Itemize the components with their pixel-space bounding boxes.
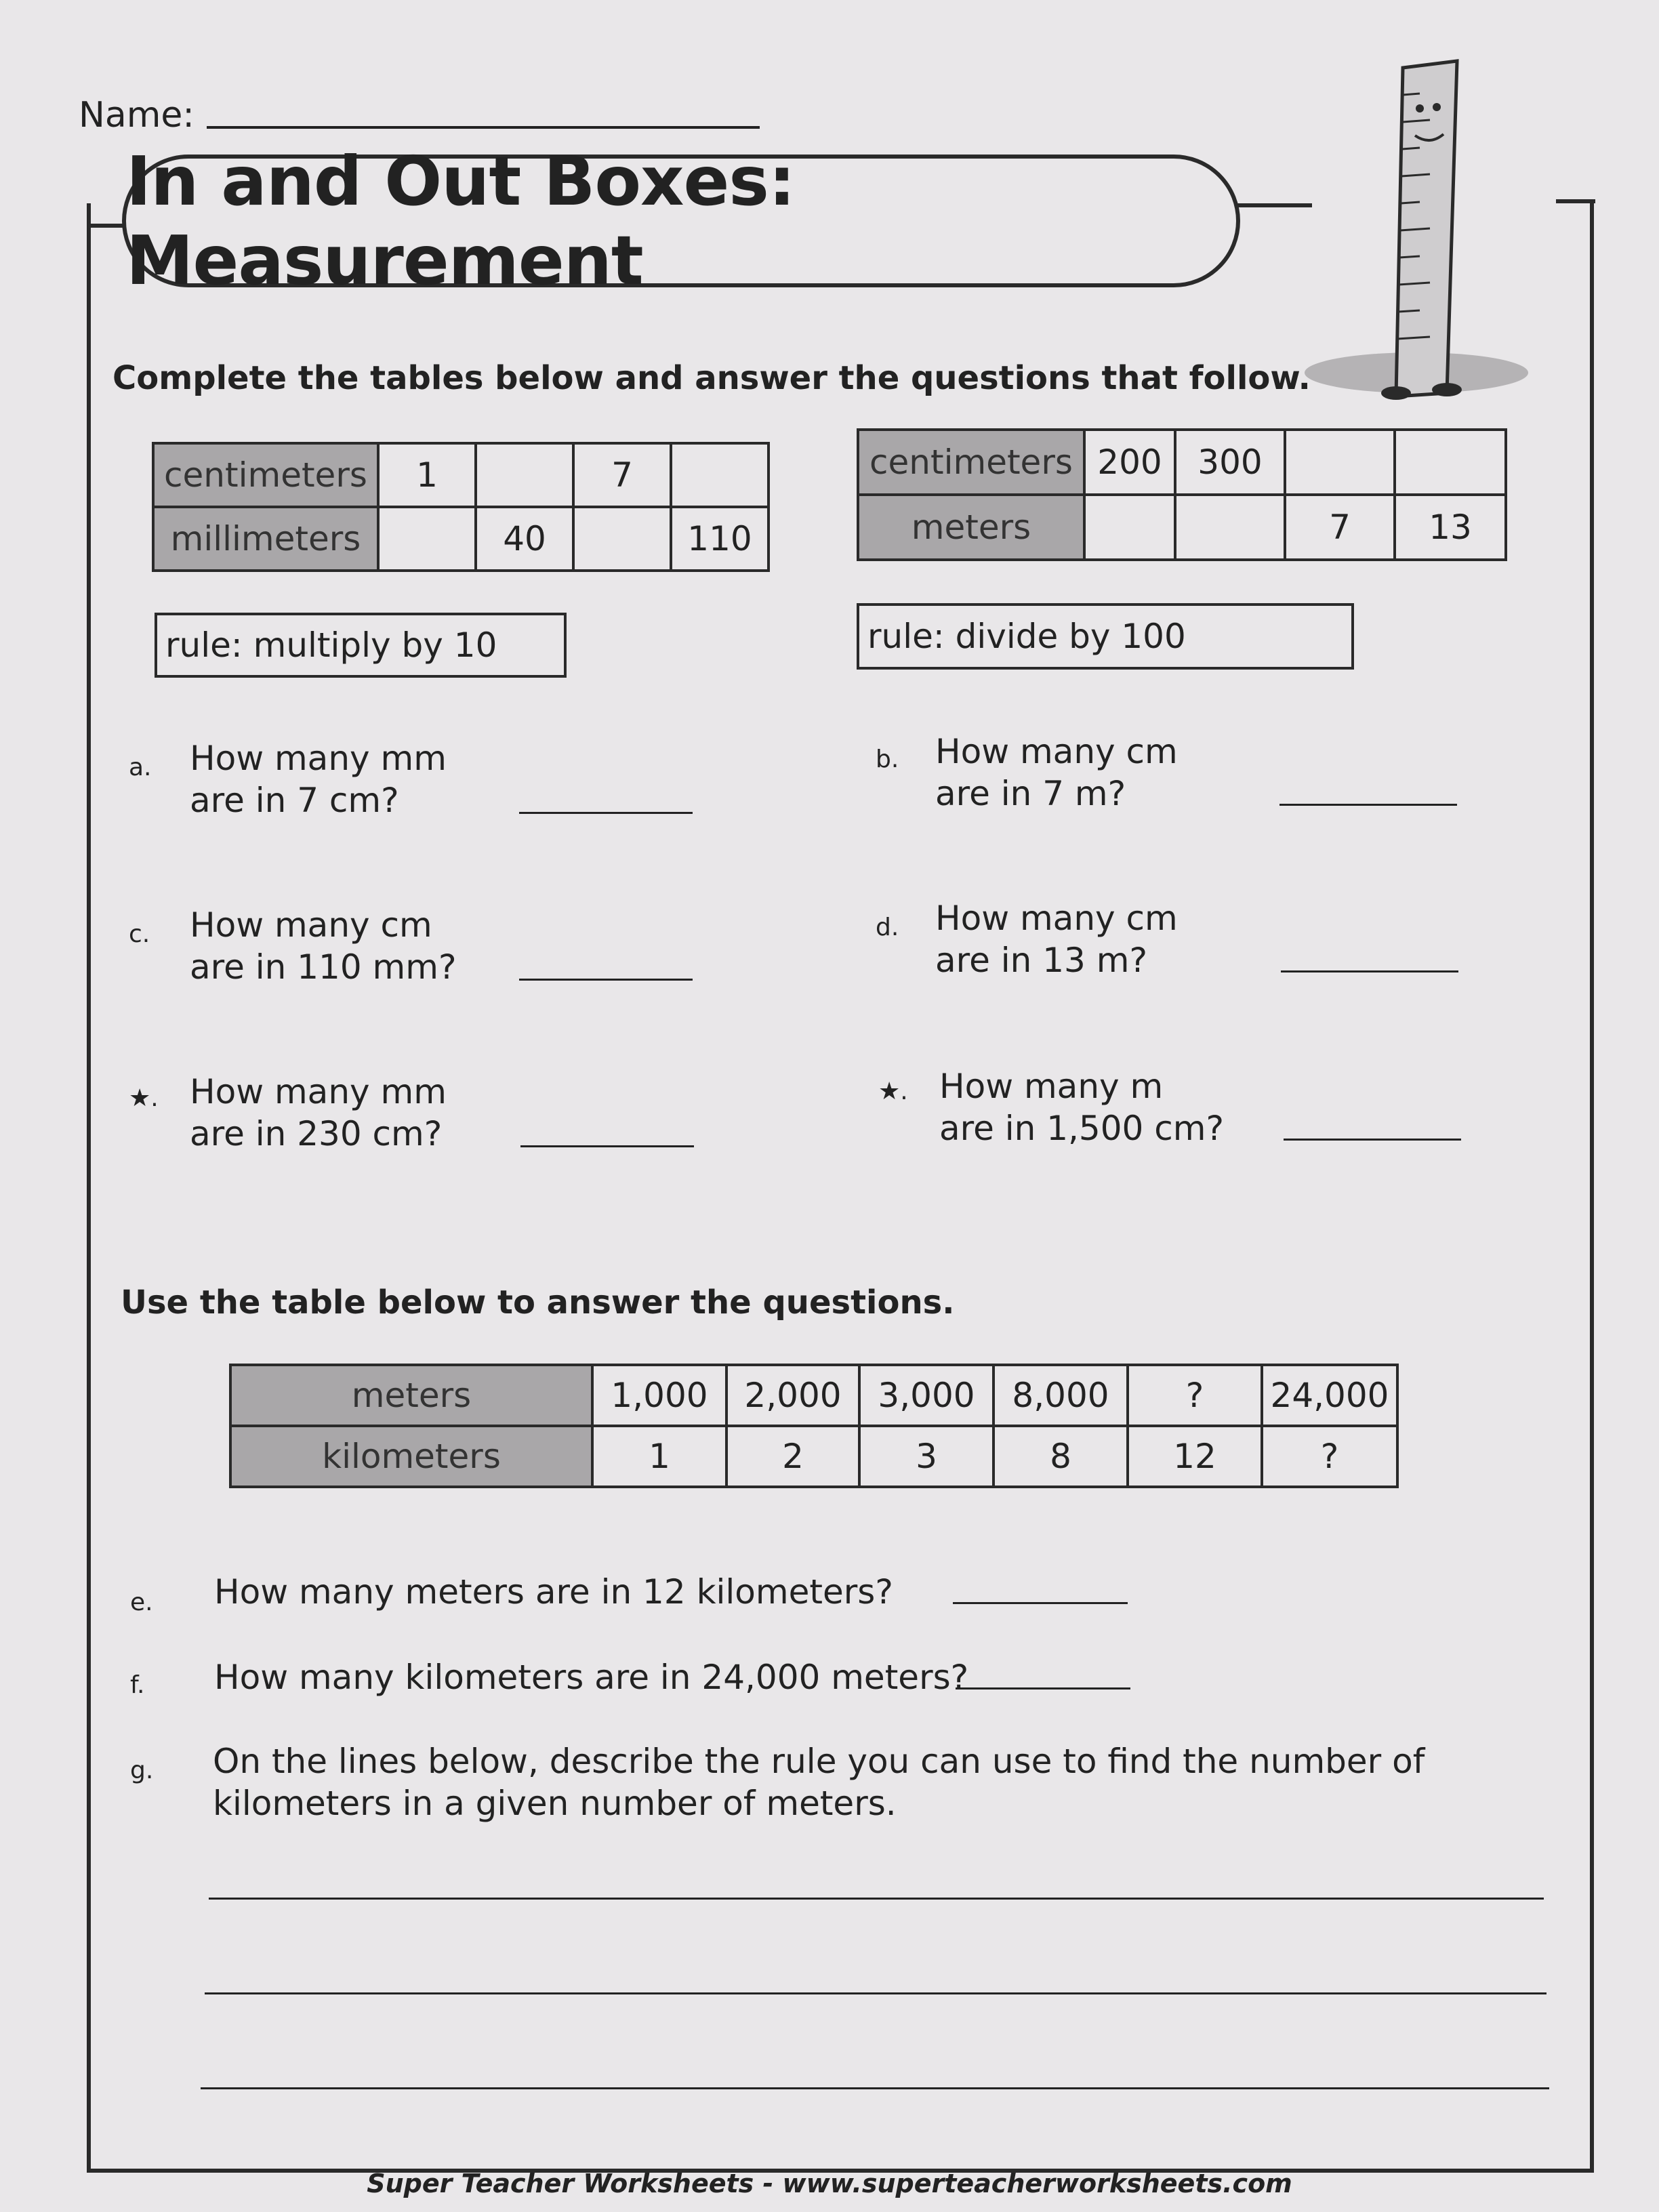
question-letter: e. <box>130 1589 153 1616</box>
ruler-character-icon <box>1301 54 1545 407</box>
answer-line-star-1[interactable] <box>520 1145 694 1147</box>
instruction-complete-tables: Complete the tables below and answer the questions that follow. <box>112 359 1311 397</box>
table-cell: 3 <box>859 1426 994 1487</box>
table-cell-blank[interactable] <box>1395 430 1506 495</box>
question-letter: f. <box>130 1671 145 1699</box>
table-cell: 12 <box>1128 1426 1262 1487</box>
instruction-use-table: Use the table below to answer the questions. <box>121 1284 955 1322</box>
question-text: On the lines below, describe the rule you can use to find the number of <box>213 1742 1425 1781</box>
writing-line-1[interactable] <box>209 1898 1544 1900</box>
name-label: Name: <box>79 95 194 136</box>
question-text: are in 13 m? <box>935 941 1147 980</box>
answer-line-d[interactable] <box>1281 970 1458 972</box>
question-e: How many meters are in 12 kilometers? <box>214 1572 893 1612</box>
answer-line-star-2[interactable] <box>1284 1139 1461 1141</box>
question-b <box>935 731 1178 815</box>
question-star-mm <box>190 1071 447 1155</box>
question-text: are in 230 cm? <box>190 1114 443 1153</box>
table-cell: 1 <box>378 443 476 507</box>
table-cell: 40 <box>476 507 573 571</box>
table-row-head: meters <box>858 495 1084 560</box>
answer-line-c[interactable] <box>519 979 693 981</box>
table-row-head: meters <box>230 1365 592 1426</box>
table-cell-blank[interactable] <box>1084 495 1175 560</box>
question-text: How many cm <box>935 732 1178 771</box>
answer-line-f[interactable] <box>956 1687 1130 1689</box>
table-row-head: kilometers <box>230 1426 592 1487</box>
question-letter: b. <box>876 745 899 773</box>
table-row-head: millimeters <box>153 507 378 571</box>
table-cell: 7 <box>573 443 671 507</box>
question-f: How many kilometers are in 24,000 meters? <box>214 1658 969 1697</box>
title-banner <box>122 142 1240 300</box>
question-text: How many cm <box>190 905 432 945</box>
table-cell: 13 <box>1395 495 1506 560</box>
answer-line-a[interactable] <box>519 812 693 814</box>
rule-box-multiply: rule: multiply by 10 <box>155 613 567 678</box>
question-text: How many mm <box>190 1072 447 1111</box>
question-letter: d. <box>876 914 899 941</box>
table-cell: 8 <box>994 1426 1128 1487</box>
footer-credit: Super Teacher Worksheets - www.superteacherworksheets.com <box>367 2169 1292 2198</box>
rule-box-divide: rule: divide by 100 <box>857 603 1354 670</box>
table-cell-blank[interactable] <box>573 507 671 571</box>
table-cell: 8,000 <box>994 1365 1128 1426</box>
writing-line-3[interactable] <box>201 2087 1549 2089</box>
question-c <box>190 904 457 988</box>
question-star-m <box>939 1065 1224 1149</box>
table-m-to-km <box>229 1364 1399 1488</box>
writing-line-2[interactable] <box>205 1992 1547 1994</box>
table-cell: 3,000 <box>859 1365 994 1426</box>
table-cell-blank[interactable] <box>476 443 573 507</box>
question-text: kilometers in a given number of meters. <box>213 1784 897 1823</box>
question-g <box>213 1740 1425 1824</box>
question-letter: c. <box>129 920 150 948</box>
table-cell-blank[interactable] <box>1285 430 1395 495</box>
question-text: How many cm <box>935 899 1178 938</box>
question-text: are in 1,500 cm? <box>939 1109 1224 1148</box>
table-cell: 7 <box>1285 495 1395 560</box>
table-cell-blank[interactable] <box>378 507 476 571</box>
table-cell: ? <box>1128 1365 1262 1426</box>
answer-line-b[interactable] <box>1279 804 1457 806</box>
question-star-marker: ★. <box>878 1078 908 1105</box>
page-title: In and Out Boxes: Measurement <box>126 142 795 300</box>
name-answer-line[interactable] <box>207 126 760 129</box>
table-cell-blank[interactable] <box>1175 495 1285 560</box>
question-text: are in 110 mm? <box>190 947 457 987</box>
table-cell: 200 <box>1084 430 1175 495</box>
table-cell: 1,000 <box>592 1365 726 1426</box>
question-letter: a. <box>129 754 152 781</box>
question-text: How many m <box>939 1067 1164 1106</box>
question-a <box>190 737 447 821</box>
question-star-marker: ★. <box>129 1084 159 1112</box>
table-cell: 300 <box>1175 430 1285 495</box>
question-text: are in 7 m? <box>935 774 1126 813</box>
table-row-head: centimeters <box>858 430 1084 495</box>
table-row-head: centimeters <box>153 443 378 507</box>
table-cell: 2,000 <box>726 1365 859 1426</box>
question-d <box>935 897 1178 981</box>
table-cell: 110 <box>671 507 769 571</box>
question-text: are in 7 cm? <box>190 781 399 820</box>
table-cell: ? <box>1262 1426 1397 1487</box>
table-cm-to-mm <box>152 442 770 572</box>
question-text: How many mm <box>190 739 447 778</box>
table-cell: 24,000 <box>1262 1365 1397 1426</box>
table-cell-blank[interactable] <box>671 443 769 507</box>
table-cm-to-m <box>857 428 1507 561</box>
answer-line-e[interactable] <box>953 1602 1128 1604</box>
question-letter: g. <box>130 1757 154 1784</box>
table-cell: 2 <box>726 1426 859 1487</box>
table-cell: 1 <box>592 1426 726 1487</box>
frame-top-right-edge <box>1556 199 1595 203</box>
